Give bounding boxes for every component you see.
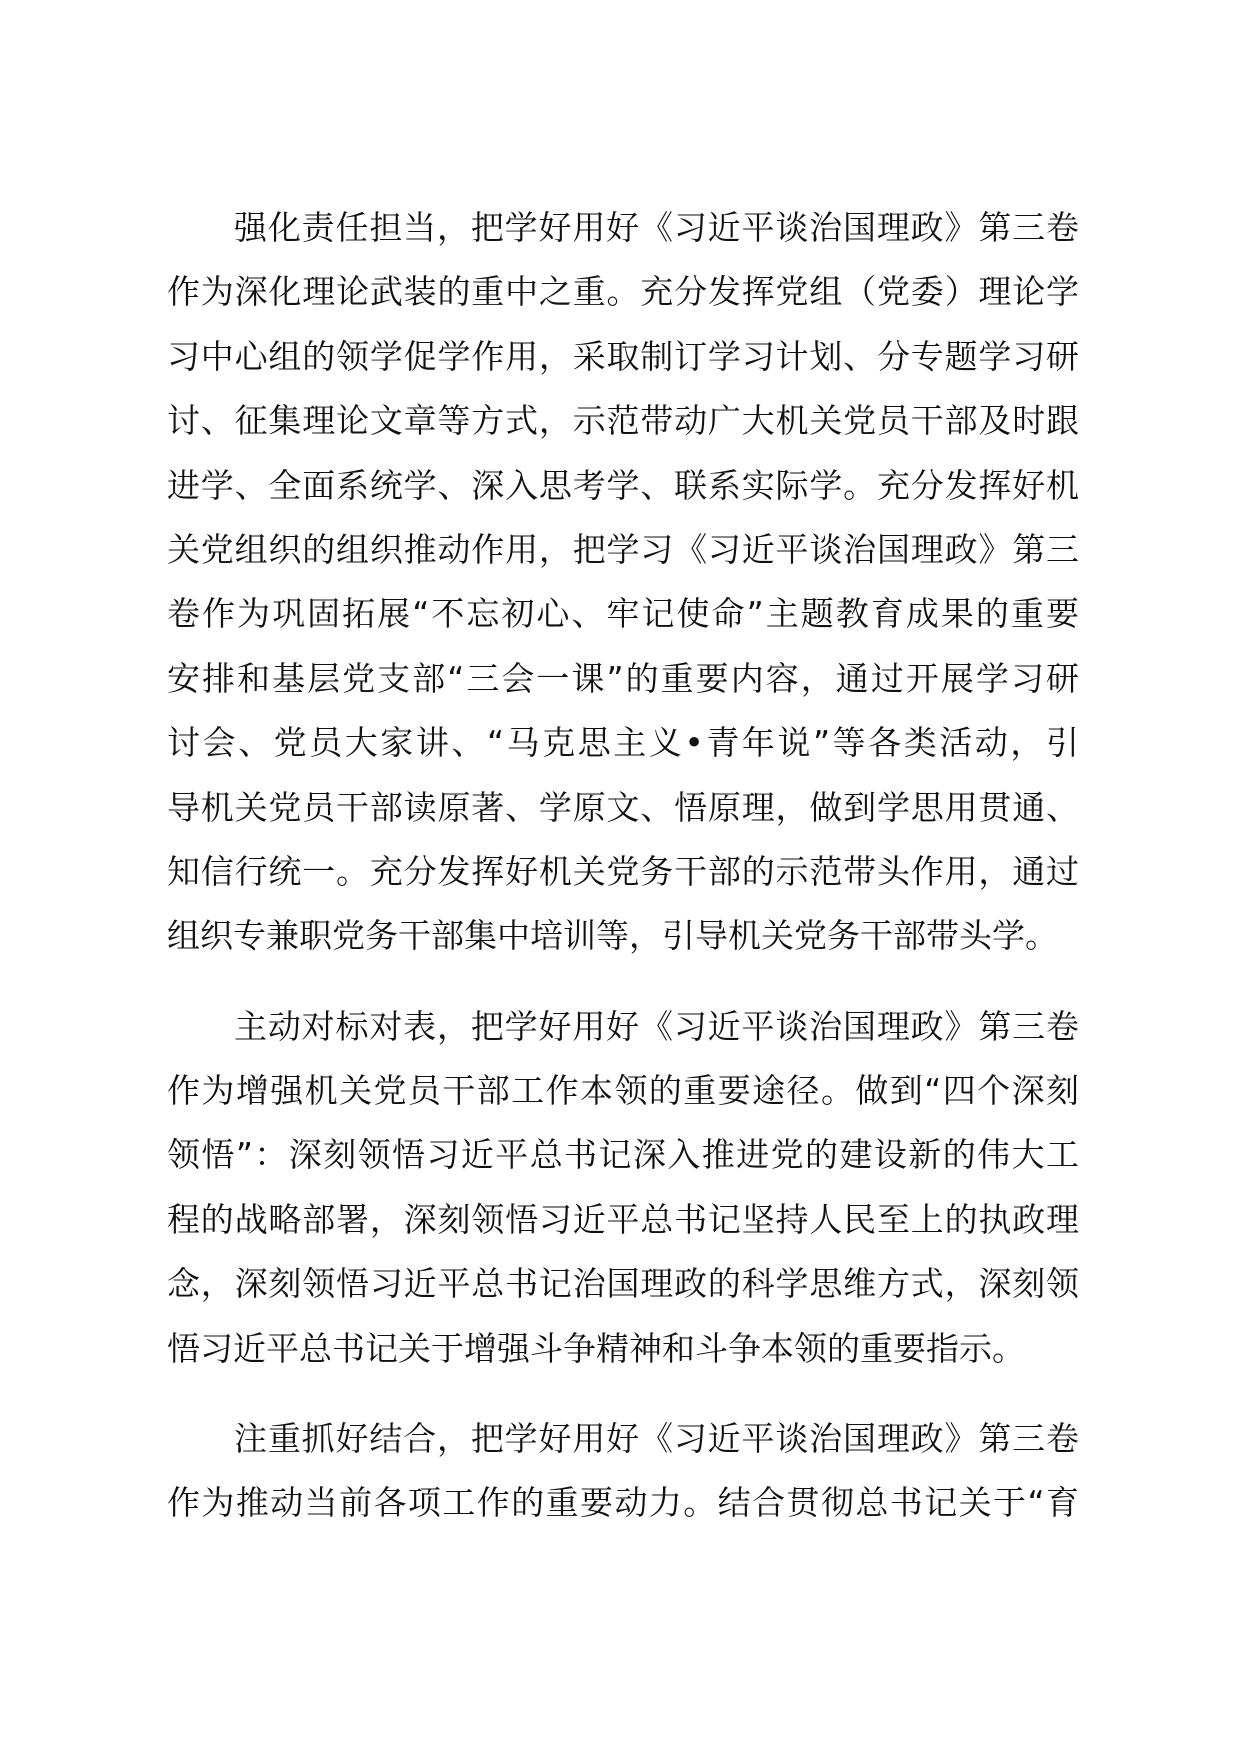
paragraph-line: 悟习近平总书记关于增强斗争精神和斗争本领的重要指示。 [167, 1328, 1025, 1368]
paragraph-line: 强化责任担当，把学好用好《习近平谈治国理政》第三卷 [234, 208, 1079, 247]
paragraph-line: 卷作为巩固拓展“不忘初心、牢记使命”主题教育成果的重要 [167, 594, 1079, 634]
paragraph-line: 组织专兼职党务干部集中培训等，引导机关党务干部带头学。 [167, 916, 1058, 956]
paragraph-line: 作为推动当前各项工作的重要动力。结合贯彻总书记关于“育 [167, 1483, 1079, 1523]
paragraph-line: 程的战略部署，深刻领悟习近平总书记坚持人民至上的执政理 [167, 1199, 1079, 1239]
document-body [167, 196, 1079, 1536]
paragraph-line: 作为增强机关党员干部工作本领的重要途径。做到“四个深刻 [167, 1071, 1079, 1111]
paragraph-1 [167, 196, 1079, 969]
paragraph-line: 关党组织的组织推动作用，把学习《习近平谈治国理政》第三 [167, 529, 1079, 569]
paragraph-line: 讨、征集理论文章等方式，示范带动广大机关党员干部及时跟 [167, 401, 1079, 441]
paragraph-2 [167, 995, 1079, 1381]
paragraph-3 [167, 1407, 1079, 1536]
paragraph-line: 领悟”：深刻领悟习近平总书记深入推进党的建设新的伟大工 [167, 1135, 1079, 1175]
paragraph-line: 讨会、党员大家讲、“马克思主义•青年说”等各类活动，引 [167, 723, 1079, 763]
paragraph-line: 注重抓好结合，把学好用好《习近平谈治国理政》第三卷 [234, 1419, 1079, 1459]
paragraph-line: 安排和基层党支部“三会一课”的重要内容，通过开展学习研 [167, 658, 1079, 698]
paragraph-line: 念，深刻领悟习近平总书记治国理政的科学思维方式，深刻领 [167, 1264, 1079, 1304]
paragraph-line: 进学、全面系统学、深入思考学、联系实际学。充分发挥好机 [167, 465, 1079, 505]
paragraph-line: 习中心组的领学促学作用，采取制订学习计划、分专题学习研 [167, 336, 1079, 376]
paragraph-line: 导机关党员干部读原著、学原文、悟原理，做到学思用贯通、 [167, 787, 1079, 827]
paragraph-spacer [167, 969, 1079, 995]
paragraph-line: 主动对标对表，把学好用好《习近平谈治国理政》第三卷 [234, 1006, 1079, 1046]
paragraph-line: 知信行统一。充分发挥好机关党务干部的示范带头作用，通过 [167, 851, 1079, 891]
paragraph-line: 作为深化理论武装的重中之重。充分发挥党组（党委）理论学 [167, 272, 1079, 312]
paragraph-spacer [167, 1381, 1079, 1407]
